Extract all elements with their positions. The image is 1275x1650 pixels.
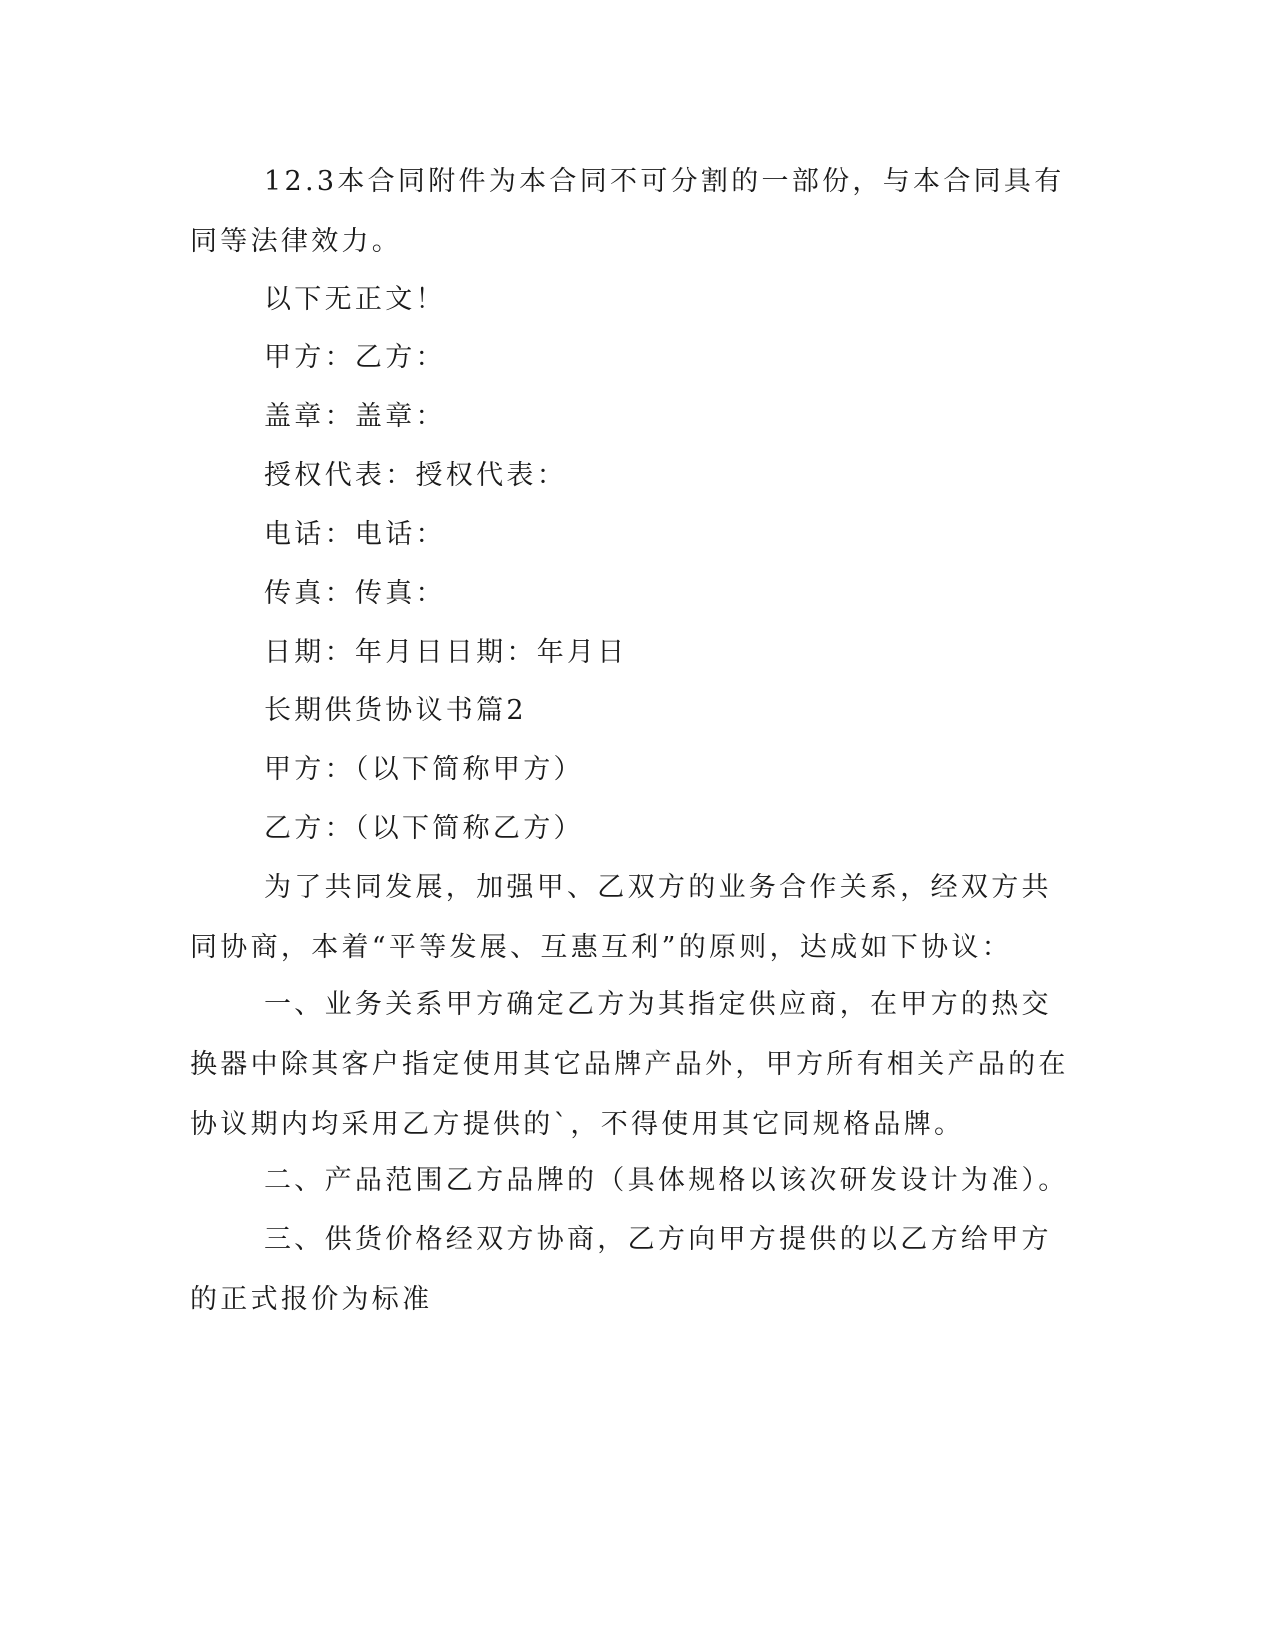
- clause-3-supply-price: 三、供货价格经双方协商，乙方向甲方提供的以乙方给甲方的正式报价为标准: [190, 1224, 1052, 1315]
- section-title: 长期供货协议书篇2: [264, 695, 527, 726]
- authorized-representative-line: 授权代表：授权代表：: [264, 460, 567, 491]
- date-line: 日期：年月日日期：年月日: [264, 637, 628, 668]
- fax-line: 传真：传真：: [264, 578, 446, 609]
- phone-line: 电话：电话：: [264, 519, 446, 550]
- clause-1-business-relation: 一、业务关系甲方确定乙方为其指定供应商，在甲方的热交换器中除其客户指定使用其它品牌产品外，甲方所有相关产品的在协议期内均采用乙方提供的`，不得使用其它同规格品牌。: [190, 989, 1069, 1140]
- seal-line: 盖章：盖章：: [264, 401, 446, 432]
- party-a-b-line: 甲方：乙方：: [264, 342, 446, 373]
- clause-12-3-paragraph: 12.3本合同附件为本合同不可分割的一部份，与本合同具有同等法律效力。: [190, 166, 1065, 257]
- clause-2-product-scope: 二、产品范围乙方品牌的（具体规格以该次研发设计为准）。: [264, 1165, 1069, 1196]
- party-b-definition: 乙方：（以下简称乙方）: [264, 813, 584, 844]
- no-further-text-line: 以下无正文！: [264, 284, 446, 315]
- party-a-definition: 甲方：（以下简称甲方）: [264, 754, 584, 785]
- preamble-paragraph: 为了共同发展，加强甲、乙双方的业务合作关系，经双方共同协商，本着“平等发展、互惠互利”的原则，达成如下协议：: [190, 872, 1052, 963]
